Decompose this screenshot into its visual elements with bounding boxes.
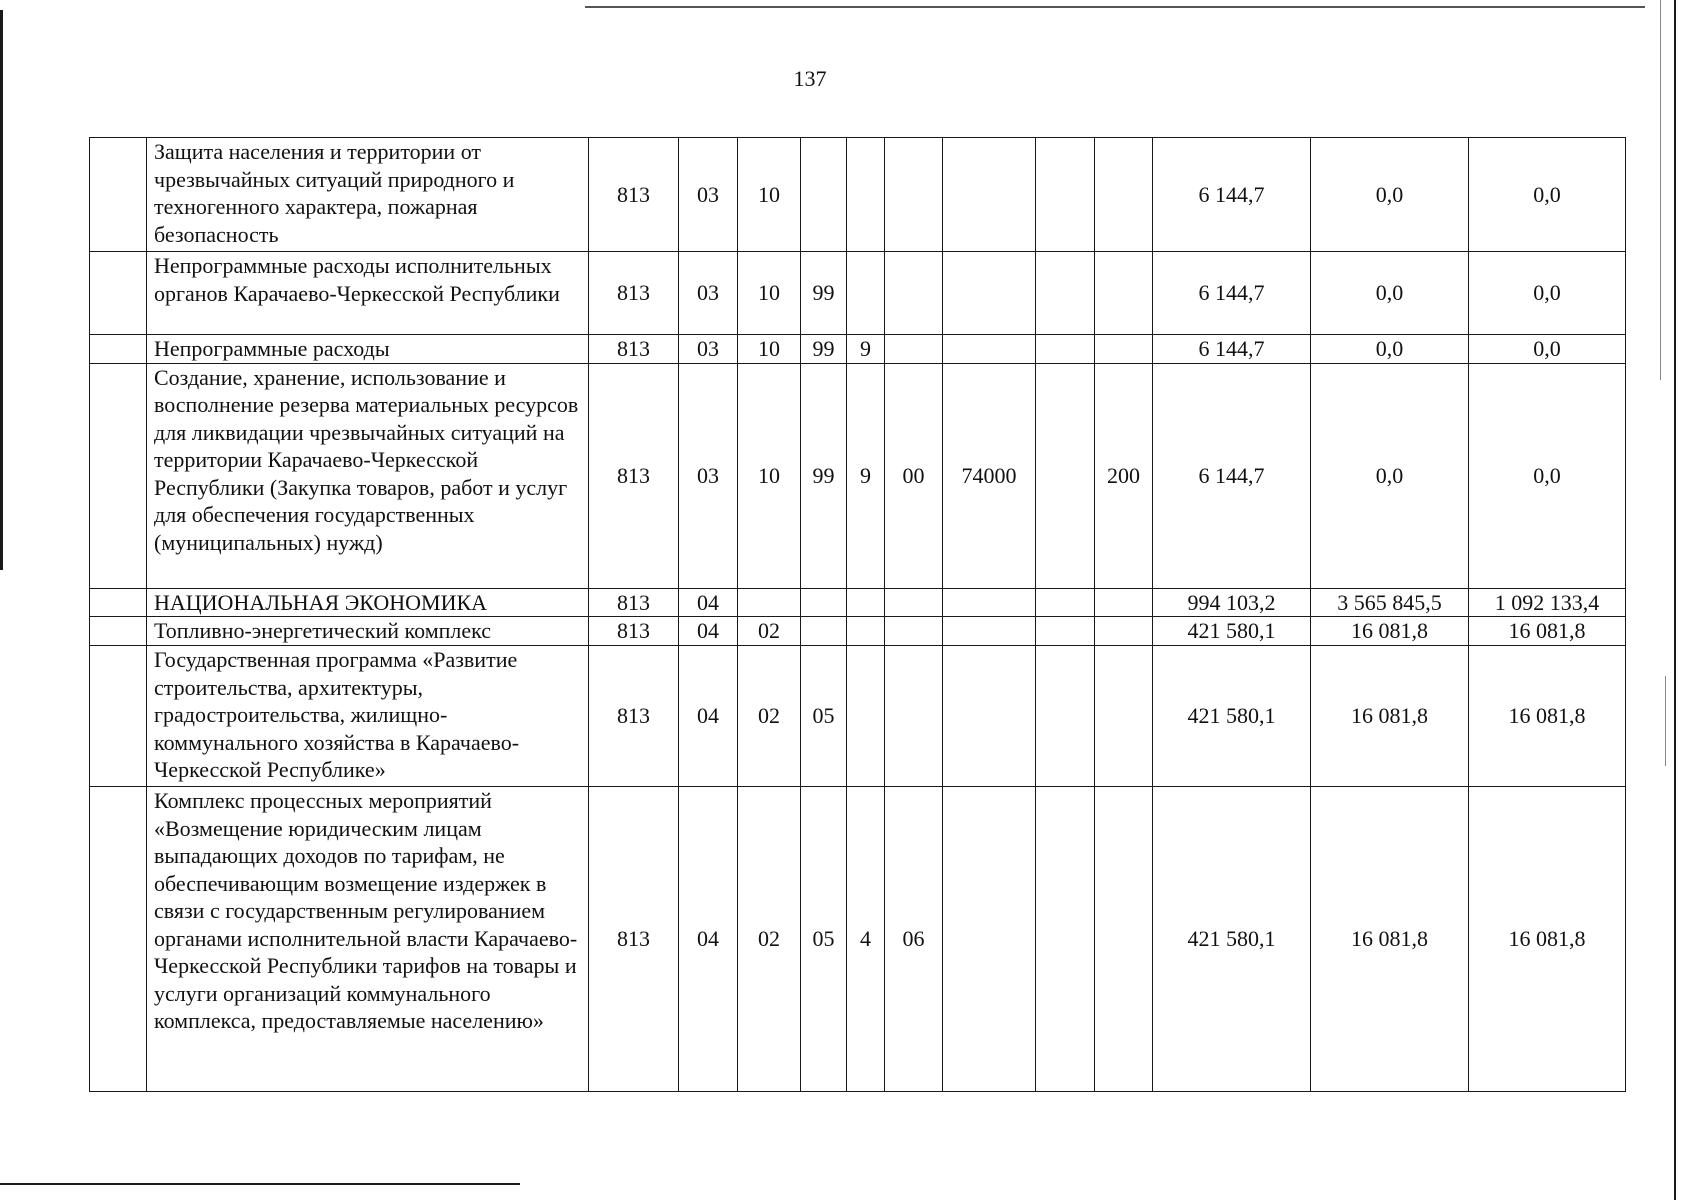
amount-cell: 0,0 [1311, 138, 1469, 252]
code-cell: 10 [738, 252, 801, 335]
code-cell: 813 [589, 617, 679, 646]
code-cell [943, 588, 1036, 617]
code-cell [847, 588, 885, 617]
code-cell [738, 588, 801, 617]
code-cell: 05 [801, 787, 847, 1092]
code-cell: 99 [801, 335, 847, 364]
amount-cell: 1 092 133,4 [1469, 588, 1626, 617]
code-cell [1036, 646, 1095, 787]
amount-cell: 0,0 [1469, 252, 1626, 335]
table-row [90, 363, 1626, 588]
row-name: Топливно-энергетический комплекс [147, 617, 589, 646]
code-cell [1095, 588, 1153, 617]
code-cell [1036, 588, 1095, 617]
row-index-cell [90, 363, 147, 588]
page-number: 137 [793, 66, 827, 91]
amount-cell: 16 081,8 [1469, 617, 1626, 646]
code-cell [1036, 252, 1095, 335]
budget-table [89, 137, 1626, 1092]
amount-cell: 6 144,7 [1153, 363, 1311, 588]
code-cell [885, 335, 943, 364]
amount-cell: 0,0 [1311, 335, 1469, 364]
code-cell: 04 [679, 646, 738, 787]
table-row [90, 646, 1626, 787]
code-cell: 813 [589, 787, 679, 1092]
amount-cell: 16 081,8 [1311, 787, 1469, 1092]
amount-cell: 16 081,8 [1469, 646, 1626, 787]
code-cell: 03 [679, 138, 738, 252]
row-index-cell [90, 588, 147, 617]
amount-cell: 421 580,1 [1153, 617, 1311, 646]
code-cell: 99 [801, 363, 847, 588]
code-cell [847, 617, 885, 646]
code-cell [943, 646, 1036, 787]
code-cell [1095, 138, 1153, 252]
code-cell: 813 [589, 588, 679, 617]
amount-cell: 0,0 [1311, 363, 1469, 588]
row-index-cell [90, 787, 147, 1092]
code-cell [943, 335, 1036, 364]
code-cell: 03 [679, 335, 738, 364]
scan-bottom-rule [0, 1183, 520, 1185]
code-cell [943, 617, 1036, 646]
code-cell [885, 588, 943, 617]
code-cell: 04 [679, 617, 738, 646]
table-row [90, 138, 1626, 252]
amount-cell: 0,0 [1469, 335, 1626, 364]
table-row [90, 787, 1626, 1092]
amount-cell: 421 580,1 [1153, 646, 1311, 787]
row-index-cell [90, 646, 147, 787]
scan-edge-right [1674, 0, 1676, 1200]
amount-cell: 6 144,7 [1153, 252, 1311, 335]
row-index-cell [90, 335, 147, 364]
amount-cell: 16 081,8 [1469, 787, 1626, 1092]
code-cell [847, 252, 885, 335]
code-cell [1095, 252, 1153, 335]
amount-cell: 16 081,8 [1311, 646, 1469, 787]
amount-cell: 6 144,7 [1153, 335, 1311, 364]
code-cell: 10 [738, 335, 801, 364]
code-cell [801, 138, 847, 252]
code-cell [1036, 617, 1095, 646]
scan-edge-left [0, 10, 3, 570]
code-cell: 200 [1095, 363, 1153, 588]
row-name: НАЦИОНАЛЬНАЯ ЭКОНОМИКА [147, 588, 589, 617]
amount-cell: 3 565 845,5 [1311, 588, 1469, 617]
code-cell: 4 [847, 787, 885, 1092]
code-cell: 00 [885, 363, 943, 588]
code-cell: 99 [801, 252, 847, 335]
code-cell: 02 [738, 617, 801, 646]
amount-cell: 0,0 [1469, 363, 1626, 588]
code-cell [847, 646, 885, 787]
code-cell [1036, 363, 1095, 588]
table-row [90, 617, 1626, 646]
code-cell: 03 [679, 252, 738, 335]
table-row [90, 588, 1626, 617]
table-row [90, 335, 1626, 364]
code-cell: 03 [679, 363, 738, 588]
row-name: Комплекс процессных мероприятий «Возмещение юридическим лицам выпадающих доходов по тарифам, не обеспечивающим возмещение издержек в связи с государственным регулированием органами исполнительной власти Карачаево-Черкесской Республики тарифов на товары и услуги организаций коммунального комплекса, предоставляемые населению» [147, 787, 589, 1092]
row-name: Непрограммные расходы [147, 335, 589, 364]
row-index-cell [90, 617, 147, 646]
code-cell [1095, 617, 1153, 646]
code-cell [801, 617, 847, 646]
code-cell [1036, 335, 1095, 364]
amount-cell: 6 144,7 [1153, 138, 1311, 252]
code-cell [943, 252, 1036, 335]
code-cell: 74000 [943, 363, 1036, 588]
code-cell: 813 [589, 646, 679, 787]
code-cell [885, 646, 943, 787]
scan-edge-right-inner [1660, 0, 1661, 380]
code-cell [943, 787, 1036, 1092]
row-name: Государственная программа «Развитие строительства, архитектуры, градостроительства, жилищно-коммунального хозяйства в Карачаево-Черкесской Республике» [147, 646, 589, 787]
code-cell: 813 [589, 363, 679, 588]
table-row [90, 252, 1626, 335]
amount-cell: 0,0 [1311, 252, 1469, 335]
code-cell: 04 [679, 787, 738, 1092]
code-cell: 10 [738, 138, 801, 252]
amount-cell: 0,0 [1469, 138, 1626, 252]
code-cell [885, 617, 943, 646]
code-cell: 813 [589, 252, 679, 335]
code-cell: 10 [738, 363, 801, 588]
code-cell [943, 138, 1036, 252]
code-cell: 04 [679, 588, 738, 617]
amount-cell: 16 081,8 [1311, 617, 1469, 646]
code-cell: 9 [847, 335, 885, 364]
row-name: Создание, хранение, использование и восполнение резерва материальных ресурсов для ликвидации чрезвычайных ситуаций на территории Карачаево-Черкесской Республики (Закупка товаров, работ и услуг для обеспечения государственных (муниципальных) нужд) [147, 363, 589, 588]
code-cell: 05 [801, 646, 847, 787]
code-cell [1095, 646, 1153, 787]
code-cell [1036, 138, 1095, 252]
code-cell: 813 [589, 335, 679, 364]
code-cell: 06 [885, 787, 943, 1092]
code-cell: 02 [738, 646, 801, 787]
code-cell [801, 588, 847, 617]
code-cell: 9 [847, 363, 885, 588]
row-name: Непрограммные расходы исполнительных органов Карачаево-Черкесской Республики [147, 252, 589, 335]
code-cell [847, 138, 885, 252]
code-cell [885, 252, 943, 335]
code-cell [885, 138, 943, 252]
code-cell [1036, 787, 1095, 1092]
row-index-cell [90, 138, 147, 252]
scan-edge-right-inner-lower [1665, 676, 1666, 766]
row-index-cell [90, 252, 147, 335]
code-cell [1095, 335, 1153, 364]
code-cell: 02 [738, 787, 801, 1092]
scan-top-rule [585, 6, 1645, 8]
amount-cell: 421 580,1 [1153, 787, 1311, 1092]
amount-cell: 994 103,2 [1153, 588, 1311, 617]
code-cell [1095, 787, 1153, 1092]
code-cell: 813 [589, 138, 679, 252]
row-name: Защита населения и территории от чрезвычайных ситуаций природного и техногенного характера, пожарная безопасность [147, 138, 589, 252]
